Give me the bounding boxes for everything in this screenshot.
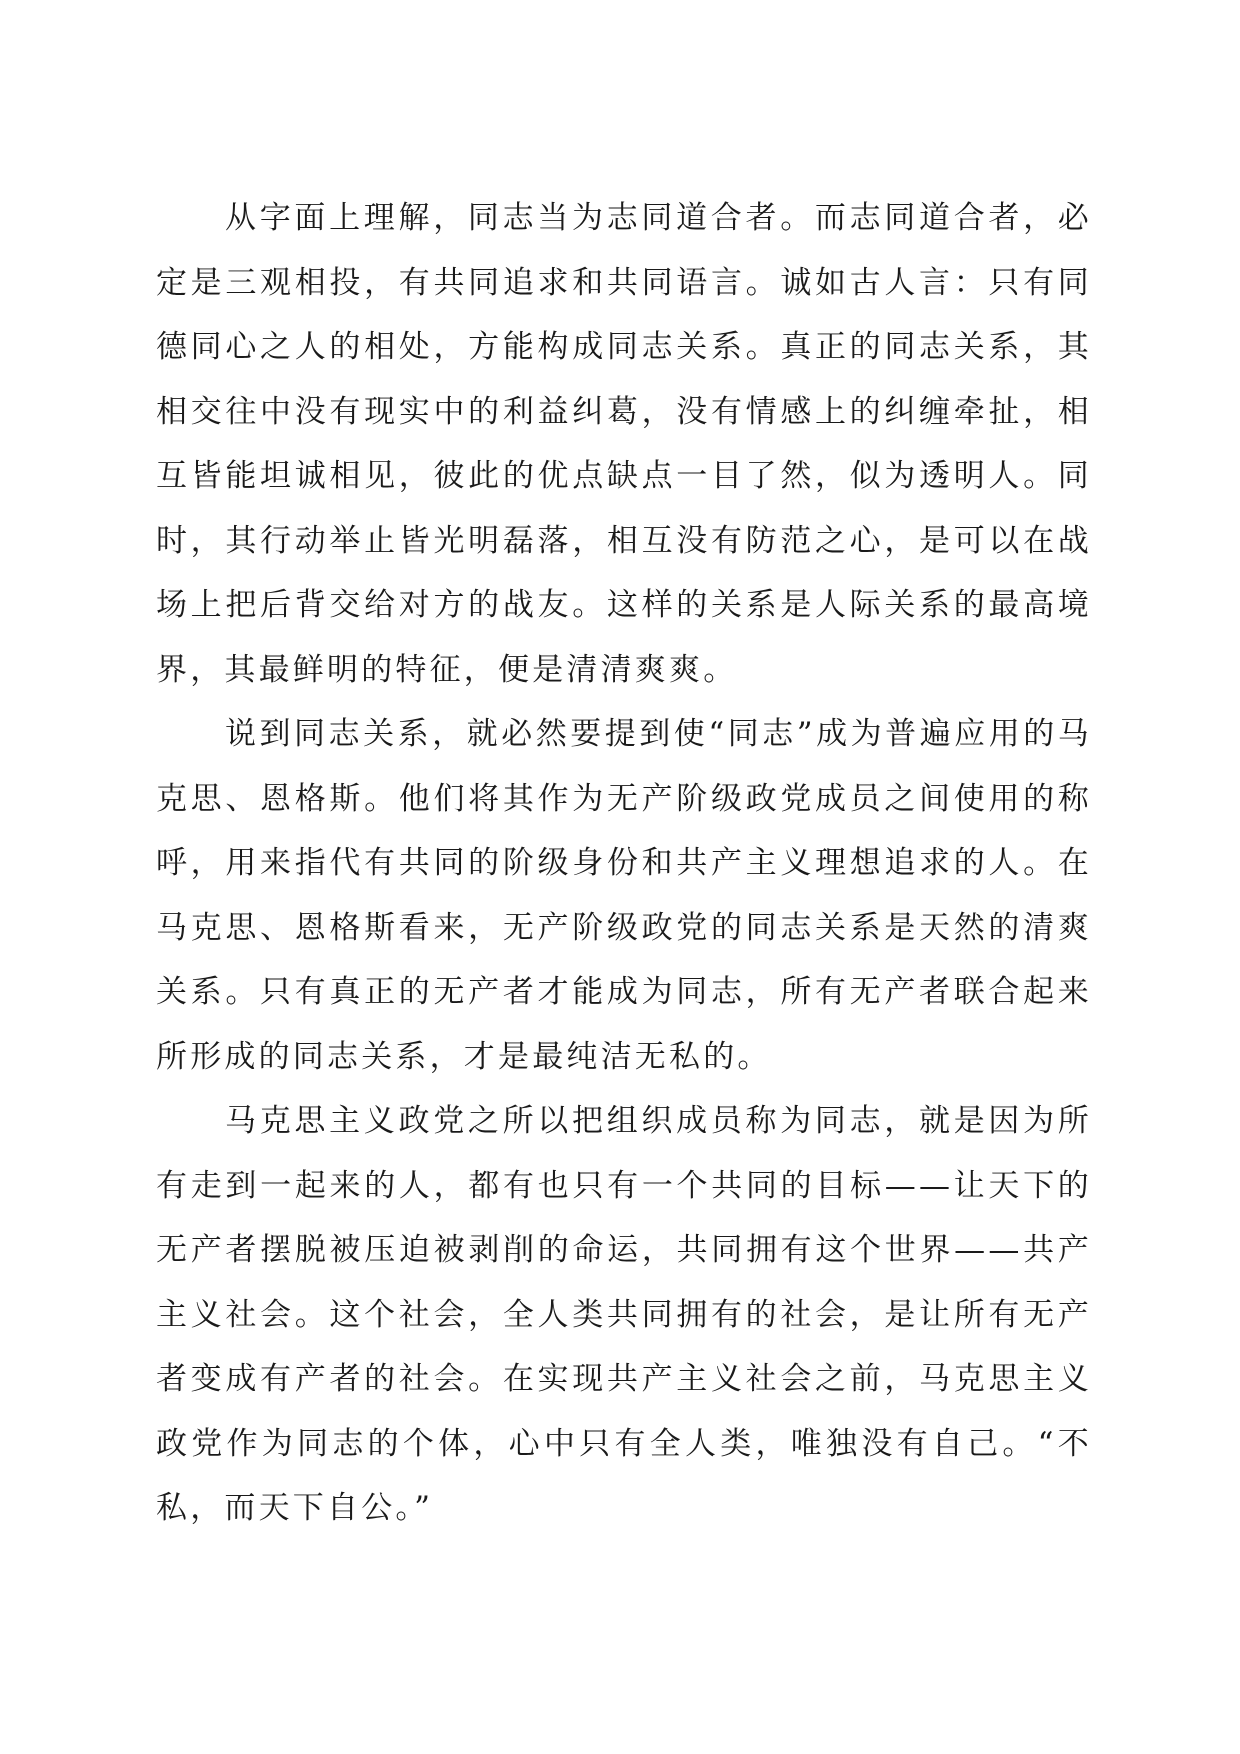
paragraph-1: 从字面上理解，同志当为志同道合者。而志同道合者，必定是三观相投，有共同追求和共同语言。诚如古人言：只有同德同心之人的相处，方能构成同志关系。真正的同志关系，其相交往中没有现实中的利益纠葛，没有情感上的纠缠牵扯，相互皆能坦诚相见，彼此的优点缺点一目了然，似为透明人。同时，其行动举止皆光明磊落，相互没有防范之心，是可以在战场上把后背交给对方的战友。这样的关系是人际关系的最高境界，其最鲜明的特征，便是清清爽爽。 bbox=[156, 200, 1092, 688]
paragraph-3: 马克思主义政党之所以把组织成员称为同志，就是因为所有走到一起来的人，都有也只有一个共同的目标——让天下的无产者摆脱被压迫被剥削的命运，共同拥有这个世界——共产主义社会。这个社会，全人类共同拥有的社会，是让所有无产者变成有产者的社会。在实现共产主义社会之前，马克思主义政党作为同志的个体，心中只有全人类，唯独没有自己。“不私，而天下自公。” bbox=[156, 1103, 1092, 1526]
document-body bbox=[156, 186, 1092, 1541]
paragraph-2: 说到同志关系，就必然要提到使“同志”成为普遍应用的马克思、恩格斯。他们将其作为无产阶级政党成员之间使用的称呼，用来指代有共同的阶级身份和共产主义理想追求的人。在马克思、恩格斯看来，无产阶级政党的同志关系是天然的清爽关系。只有真正的无产者才能成为同志，所有无产者联合起来所形成的同志关系，才是最纯洁无私的。 bbox=[156, 716, 1092, 1075]
